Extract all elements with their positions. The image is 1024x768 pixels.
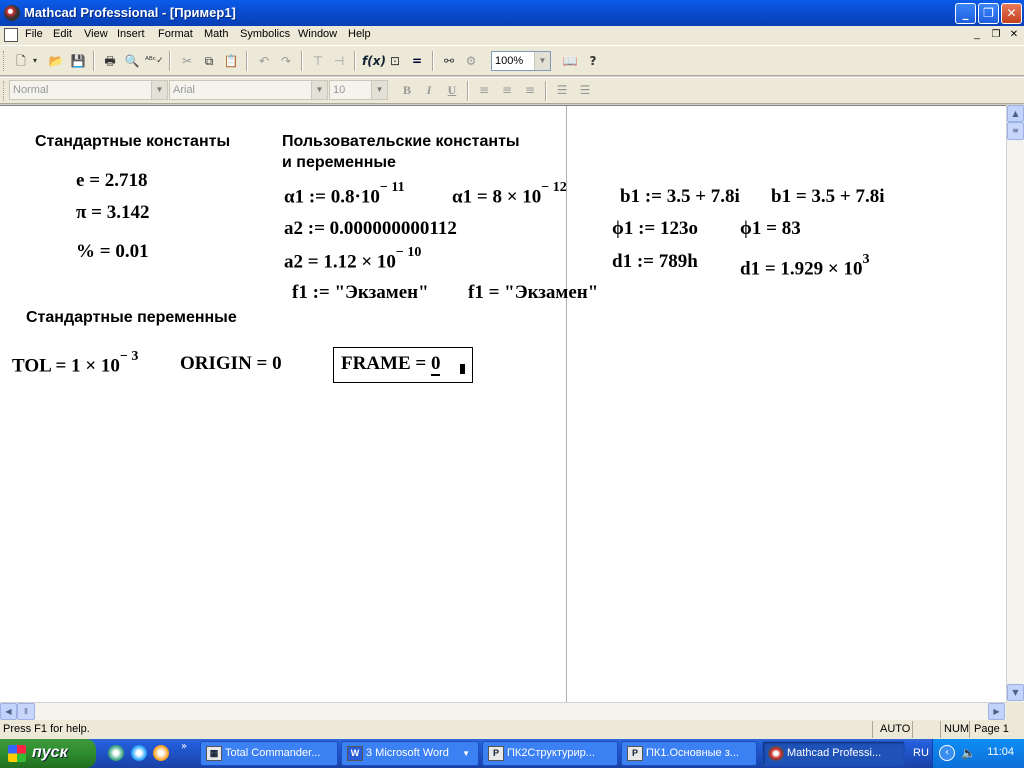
align-left-icon[interactable]: ≡	[478, 83, 490, 97]
exponent: − 12	[541, 180, 567, 195]
math-region-e[interactable]	[76, 170, 148, 192]
align-across-icon[interactable]: ⊤	[312, 54, 324, 68]
var-name: ORIGIN	[180, 353, 252, 374]
math-region-b1-eval[interactable]	[771, 186, 885, 208]
status-divider	[872, 721, 873, 738]
math-region-alpha1-def[interactable]	[284, 180, 405, 208]
task-label: Mathcad Professi...	[787, 747, 882, 759]
toolbar-separator	[432, 51, 434, 71]
status-num: NUM	[944, 723, 970, 735]
status-page: Page 1	[974, 723, 1009, 735]
task-label: Total Commander...	[225, 747, 321, 759]
help-icon[interactable]: ?	[589, 54, 597, 68]
operator: =	[795, 186, 807, 207]
menu-help[interactable]: Help	[348, 28, 371, 40]
bullets-icon[interactable]: ☰	[556, 83, 568, 97]
powerpoint-icon: P	[488, 746, 504, 761]
horizontal-scrollbar[interactable]	[0, 702, 1006, 720]
paste-icon[interactable]: 📋	[223, 54, 239, 68]
calculate-icon[interactable]: =	[411, 54, 423, 68]
status-divider	[969, 721, 970, 738]
math-region-tol[interactable]	[12, 349, 139, 377]
taskbar-item-mathcad[interactable]	[762, 741, 905, 766]
standard-toolbar	[0, 45, 1024, 76]
operator: =	[99, 241, 111, 262]
print-icon[interactable]: 🖶	[104, 54, 116, 68]
operator: :=	[638, 218, 656, 239]
total-commander-icon: ▦	[206, 746, 222, 761]
status-auto: AUTO	[880, 723, 911, 735]
exponent: − 10	[395, 245, 422, 260]
scroll-right-icon[interactable]: ▶	[988, 703, 1005, 720]
exponent: − 11	[379, 180, 405, 195]
close-button[interactable]: ✕	[1001, 3, 1022, 24]
math-region-pi[interactable]	[76, 202, 150, 224]
math-region-phi1-eval[interactable]	[740, 218, 801, 240]
math-region-b1-def[interactable]	[620, 186, 740, 208]
save-icon[interactable]: 💾	[70, 54, 86, 68]
var-name: e	[76, 170, 85, 191]
zoom-select[interactable]	[491, 51, 551, 71]
toolbar-grip[interactable]	[3, 51, 6, 71]
operator: =	[91, 202, 102, 223]
toolbar-separator	[545, 81, 547, 101]
scroll-thumb[interactable]: ⦀	[17, 703, 35, 720]
mantissa: 0.8·10	[330, 186, 380, 208]
var-name: d1	[612, 251, 633, 272]
math-region-d1-def[interactable]	[612, 251, 698, 273]
style-value: Normal	[13, 84, 49, 96]
mantissa: 8 × 10	[492, 186, 542, 208]
document-icon[interactable]	[4, 28, 18, 42]
taskbar-item-total-commander[interactable]	[200, 741, 338, 766]
var-name: b1	[620, 186, 641, 207]
status-bar	[0, 720, 1024, 739]
cut-icon[interactable]: ✂	[181, 54, 193, 68]
operator: :=	[307, 218, 325, 239]
windows-flag-icon	[8, 745, 26, 762]
value: 123o	[660, 218, 699, 239]
new-dropdown-icon[interactable]: ▾	[32, 56, 37, 65]
value: 0.000000000112	[329, 218, 457, 239]
operator: =	[766, 218, 777, 239]
math-region-phi1-def[interactable]	[612, 218, 698, 240]
toolbar-separator	[467, 81, 469, 101]
minimize-button[interactable]: _	[955, 3, 976, 24]
status-divider	[912, 721, 913, 738]
value: "Экзамен"	[334, 282, 429, 303]
operator: :=	[308, 186, 327, 208]
result-value: "Экзамен"	[504, 282, 599, 303]
toolbar-separator	[301, 51, 303, 71]
operator: :=	[636, 251, 654, 272]
menu-window[interactable]: Window	[298, 28, 338, 40]
status-divider	[940, 721, 941, 738]
toolbar-separator	[93, 51, 95, 71]
var-name: a2	[284, 218, 303, 239]
undo-icon[interactable]: ↶	[258, 54, 270, 68]
component-wizard-icon[interactable]: ⚙	[465, 54, 477, 68]
font-value: Arial	[173, 84, 196, 96]
align-down-icon[interactable]: ⊣	[333, 54, 345, 68]
print-preview-icon[interactable]: 🔍	[124, 54, 140, 68]
media-player-icon[interactable]	[153, 745, 169, 761]
math-region-f1-def[interactable]	[292, 282, 429, 304]
insert-function-icon[interactable]: f(x)	[362, 54, 386, 68]
quicklaunch-expand-icon[interactable]: »	[181, 741, 188, 752]
operator: =	[476, 186, 488, 208]
mathcad-icon	[768, 746, 784, 761]
menu-edit[interactable]: Edit	[53, 28, 72, 40]
menu-view[interactable]: View	[84, 28, 108, 40]
chevron-down-icon[interactable]: ▼	[371, 81, 387, 99]
var-name: π	[76, 202, 87, 223]
menu-math[interactable]: Math	[204, 28, 229, 40]
math-region-a2-eval[interactable]	[284, 245, 422, 273]
insert-hyperlink-icon[interactable]: ⚯	[443, 54, 455, 68]
toolbar-separator	[354, 51, 356, 71]
start-label: пуск	[32, 744, 68, 761]
var-name: α1	[452, 186, 473, 208]
font-size-select[interactable]	[329, 80, 388, 100]
exponent: 3	[862, 252, 870, 267]
var-name: b1	[771, 186, 792, 207]
scroll-up-icon[interactable]: ▲	[1007, 105, 1024, 122]
exponent: − 3	[119, 349, 139, 364]
operator: =	[307, 251, 319, 273]
operator: =	[415, 353, 427, 374]
mantissa: 1.12 × 10	[323, 251, 396, 273]
numbering-icon[interactable]: ☰	[579, 83, 591, 97]
taskbar-item-pk2[interactable]	[482, 741, 618, 766]
formatting-toolbar	[0, 77, 1024, 104]
resource-center-icon[interactable]: 📖	[562, 54, 578, 68]
font-select[interactable]	[169, 80, 328, 100]
taskbar-item-word[interactable]	[341, 741, 479, 766]
result-value: 0.01	[115, 241, 149, 262]
open-icon[interactable]: 📂	[48, 54, 64, 68]
font-size-value: 10	[333, 84, 346, 96]
insertion-cursor	[460, 364, 465, 374]
scroll-thumb[interactable]: ≡	[1007, 122, 1024, 140]
scroll-down-icon[interactable]: ▼	[1007, 684, 1024, 701]
copy-icon[interactable]: ⧉	[204, 54, 214, 68]
operator: =	[488, 282, 500, 303]
math-region-origin[interactable]	[180, 353, 282, 375]
menu-insert[interactable]: Insert	[117, 28, 145, 40]
var-name: f1	[292, 282, 308, 303]
underline-button[interactable]: U	[447, 83, 457, 97]
show-desktop-icon[interactable]	[108, 745, 124, 761]
math-region-d1-eval[interactable]	[740, 252, 870, 280]
heading-std-variables: Стандартные переменные	[26, 309, 237, 326]
doc-restore-button[interactable]: ❐	[991, 29, 1001, 40]
vertical-scrollbar[interactable]	[1006, 105, 1024, 702]
value: 3.5 + 7.8i	[666, 186, 740, 207]
toolbar-separator	[169, 51, 171, 71]
doc-close-button[interactable]: ✕	[1009, 29, 1019, 40]
tray-expand-icon[interactable]: ‹	[939, 745, 955, 761]
restore-button[interactable]: ❐	[978, 3, 999, 24]
spell-check-icon[interactable]: ᴬᴮᶜ✓	[145, 56, 164, 66]
menu-symbolics[interactable]: Symbolics	[240, 28, 291, 40]
var-name: α1	[284, 186, 305, 208]
operator: =	[256, 353, 268, 374]
var-name: FRAME	[341, 353, 411, 374]
window-title: Mathcad Professional - [Пример1]	[24, 5, 236, 20]
task-label: ПК1.Основные з...	[646, 747, 739, 759]
menu-bar	[0, 26, 1024, 45]
chevron-down-icon[interactable]: ▼	[311, 81, 327, 99]
math-region-frame[interactable]	[341, 353, 440, 375]
result-value: 3.142	[106, 202, 150, 223]
system-tray	[932, 739, 1024, 768]
title-bar	[0, 0, 1024, 26]
taskbar	[0, 739, 1024, 768]
heading-user-constants: Пользовательские константы	[282, 133, 520, 150]
chevron-down-icon[interactable]: ▼	[534, 52, 550, 70]
operator: =	[764, 258, 776, 280]
math-region-a2-def[interactable]	[284, 218, 457, 240]
var-name: ϕ1	[612, 218, 634, 239]
status-help-text: Press F1 for help.	[3, 723, 90, 735]
insert-unit-icon[interactable]: ⊡	[389, 54, 401, 68]
align-right-icon[interactable]: ≡	[524, 83, 536, 97]
task-label: 3 Microsoft Word	[366, 747, 449, 759]
internet-explorer-icon[interactable]	[131, 745, 147, 761]
var-name: f1	[468, 282, 484, 303]
menu-file[interactable]: File	[25, 28, 43, 40]
var-name: %	[76, 241, 95, 262]
operator: :=	[644, 186, 662, 207]
mantissa: 1 × 10	[71, 355, 120, 377]
mathcad-app-icon[interactable]	[4, 5, 20, 21]
toolbar-separator	[246, 51, 248, 71]
var-name: a2	[284, 251, 303, 273]
taskbar-item-pk1[interactable]	[621, 741, 757, 766]
result-value: 3.5 + 7.8i	[811, 186, 885, 207]
operator: :=	[312, 282, 330, 303]
result-value[interactable]: 0	[430, 353, 441, 374]
heading-std-constants: Стандартные константы	[35, 133, 231, 150]
operator: =	[55, 355, 67, 377]
var-name: ϕ1	[740, 218, 762, 239]
var-name: d1	[740, 258, 761, 280]
style-select[interactable]	[9, 80, 168, 100]
mantissa: 1.929 × 10	[780, 258, 863, 280]
toolbar-grip[interactable]	[3, 81, 6, 101]
result-value: 0	[272, 353, 282, 374]
doc-minimize-button[interactable]: _	[974, 29, 980, 40]
language-indicator[interactable]: RU	[913, 747, 929, 759]
task-label: ПК2Структурир...	[507, 747, 595, 759]
value: 789h	[658, 251, 698, 272]
chevron-down-icon[interactable]: ▼	[151, 81, 167, 99]
powerpoint-icon: P	[627, 746, 643, 761]
volume-icon[interactable]: 🔈	[961, 746, 976, 760]
word-icon: W	[347, 746, 363, 761]
new-icon[interactable]: 🗋	[16, 54, 26, 68]
math-region-f1-eval[interactable]	[468, 282, 598, 304]
math-region-alpha1-eval[interactable]	[452, 180, 567, 208]
clock[interactable]: 11:04	[987, 746, 1014, 758]
start-button[interactable]	[0, 739, 96, 768]
var-name: TOL	[12, 355, 51, 377]
menu-format[interactable]: Format	[158, 28, 193, 40]
operator: =	[89, 170, 101, 191]
bold-button[interactable]: B	[402, 83, 411, 97]
worksheet[interactable]	[0, 105, 1006, 702]
align-center-icon[interactable]: ≡	[501, 83, 513, 97]
math-region-percent[interactable]	[76, 241, 149, 263]
scroll-corner	[1006, 702, 1024, 720]
result-value: 83	[781, 218, 801, 239]
heading-user-variables: и переменные	[282, 154, 396, 171]
italic-button[interactable]: I	[426, 83, 432, 97]
chevron-down-icon: ▼	[462, 749, 470, 758]
result-value: 2.718	[104, 170, 148, 191]
scroll-left-icon[interactable]: ◀	[0, 703, 17, 720]
redo-icon[interactable]: ↷	[280, 54, 292, 68]
zoom-value: 100%	[495, 55, 524, 67]
